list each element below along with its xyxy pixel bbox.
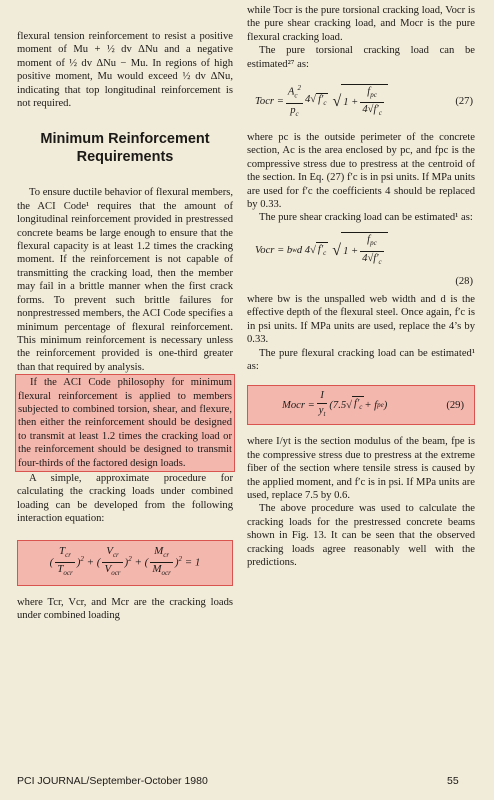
paragraph: The pure shear cracking load can be estimated¹ as: xyxy=(259,212,473,224)
paragraph: where pc is the outside perimeter of the concrete section, Ac is the area enclosed by pc, and fpc is the compressive stress due to prestress at the centroid of the section. In Eq. (27) f′c is in psi units. If MPa units are used for f′c the coefficients 4 should be replaced by 0.33. xyxy=(247,132,475,211)
equation-29: Mocr = $\frac{I}{y_t}$ (7.5√ $f'_c$ + f pe ) (29) xyxy=(247,385,475,425)
section-heading: Minimum Reinforcement Requirements xyxy=(40,131,210,166)
paragraph: while Tocr is the pure torsional cracking load, Vocr is the pure shear cracking load, and Mocr is the pure flexural cracking load. xyxy=(247,5,475,43)
journal-footer: PCI JOURNAL/September-October 1980 xyxy=(17,775,208,787)
paragraph: The above procedure was used to calculate the cracking loads for the prestressed concrete beams shown in Fig. 13. It can be seen that the observed cracking loads agree reasonably well with the predictions. xyxy=(247,503,475,568)
paragraph: where Tcr, Vcr, and Mcr are the cracking loads under combined loading xyxy=(17,596,233,621)
paragraph: flexural tension reinforcement to resist a positive moment of Mu + ½ dv ΔNu and a negative moment of ½ dv ΔNu − Mu. In regions of high positive moment, Mu would exceed ½ dv ΔNu, indicating that top longitudinal reinforcement is not required. xyxy=(17,31,233,110)
paragraph: To ensure ductile behavior of flexural members, the ACI Code¹ requires that the amount of longitudinal reinforcement provided in prestressed concrete beams be large enough to ensure that the flexural capacity is at least 1.2 times the cracking moment. If the reinforcement is not capable of transmitting the cracking load, then the member may fail in a brittle manner when the first crack forms. To prevent such brittle failures for nonprestressed members, the ACI Code specifies a minimum percentage of flexural reinforcement. This minimum reinforcement is necessary unless the reinforcement provided is one-third greater than that required by analysis. xyxy=(17,187,233,373)
equation-27: Tocr = $\frac{A_c^2}{p_c}$ 4√ $f'_c$ √ 1 + $\frac{f_{pc}}{4√f'_c}$ (27) xyxy=(255,79,475,125)
paragraph: A simple, approximate procedure for calculating the cracking loads under combined loading can be developed from the following interaction equation: xyxy=(17,472,233,525)
interaction-equation-box xyxy=(17,540,233,586)
highlighted-paragraph: If the ACI Code philosophy for minimum flexural reinforcement is applied to members subjected to combined torsion, shear, and flexure, then either the reinforcement should be designed to transmit at least 1.2 times the cracking load or the reinforcement should be designed to transmit four-thirds of the factored design loads. xyxy=(15,374,235,472)
paragraph: where I/yt is the section modulus of the beam, fpe is the compressive stress due to prestress at the extreme fiber of the section where tensile stress is caused by the applied moment, and f′c is in psi. If MPa units are used, replace 7.5 by 0.6. xyxy=(247,436,475,501)
equation-interaction: ( $\frac{T_{cr}}{T_{ocr}}$ )$^2$ + ( $\frac{V_{cr}}{V_{ocr}}$ )$^2$ + ( $\frac{M_{cr}}{M_{ocr}}$ )$^2$ = 1 xyxy=(49,544,201,578)
paragraph: The pure flexural cracking load can be estimated¹ as: xyxy=(247,347,475,372)
paragraph: where bw is the unspalled web width and d is the effective depth of the flexural steel. Once again, f′c is in psi units. If MPa units are used, replace the 4’s by 0.33. xyxy=(247,293,475,346)
right-column xyxy=(247,0,475,569)
left-column xyxy=(17,0,233,622)
equation-28: Vocr = b w d 4√ $f'_c$ √ 1 + $\frac{f_{pc}}{4√f'_c}$ (28) xyxy=(255,234,473,287)
page-number: 55 xyxy=(447,775,459,787)
paragraph: The pure torsional cracking load can be estimated²⁷ as: xyxy=(247,45,475,70)
